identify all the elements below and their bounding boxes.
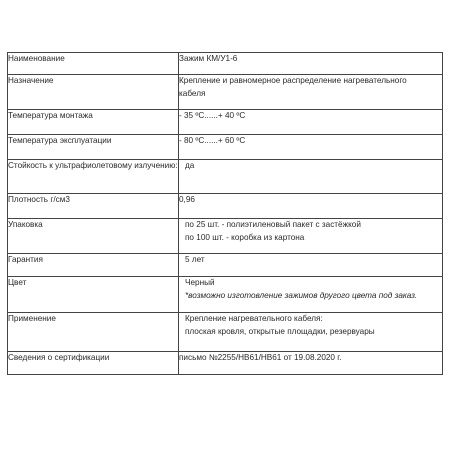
table-row xyxy=(8,313,443,352)
table-row xyxy=(8,75,443,110)
value-line: по 25 шт. - полиэтиленовый пакет с застёжкой xyxy=(185,220,361,229)
property-value xyxy=(179,75,443,110)
property-value xyxy=(179,254,443,277)
value-line: Крепление и равномерное распределение нагревательного xyxy=(179,76,407,85)
table-row xyxy=(8,194,443,219)
property-name: Плотность г/см3 xyxy=(8,194,179,219)
value-line: плоская кровля, открытые площадки, резервуары xyxy=(185,326,375,336)
table-row xyxy=(8,277,443,313)
value-line: Зажим КМ/У1-6 xyxy=(179,54,238,63)
property-value xyxy=(179,53,443,75)
property-name: Упаковка xyxy=(8,219,179,254)
value-note: *возможно изготовление зажимов другого цвета под заказ. xyxy=(185,290,418,300)
property-value xyxy=(179,277,443,313)
table-row xyxy=(8,352,443,375)
table-row xyxy=(8,160,443,194)
value-line: да xyxy=(185,161,195,170)
value-line: 0,96 xyxy=(179,195,195,204)
property-value xyxy=(179,313,443,352)
property-value xyxy=(179,160,443,194)
property-name: Назначение xyxy=(8,75,179,110)
value-line: Черный xyxy=(185,278,215,287)
table-row xyxy=(8,254,443,277)
table-row xyxy=(8,53,443,75)
value-line: Крепление нагревательного кабеля: xyxy=(185,314,323,323)
value-line: кабеля xyxy=(179,88,206,98)
property-value xyxy=(179,194,443,219)
table-row xyxy=(8,135,443,160)
property-name: Температура монтажа xyxy=(8,110,179,135)
value-line: - 80 ºС......+ 60 ºС xyxy=(179,136,246,145)
property-value xyxy=(179,352,443,375)
property-name: Гарантия xyxy=(8,254,179,277)
property-value xyxy=(179,110,443,135)
value-line: 5 лет xyxy=(185,255,205,264)
property-name: Сведения о сертификации xyxy=(8,352,179,375)
specification-table xyxy=(7,52,443,375)
table-row xyxy=(8,110,443,135)
property-name: Стойкость к ультрафиолетовому излучению: xyxy=(8,160,179,194)
table-row xyxy=(8,219,443,254)
value-line: по 100 шт. - коробка из картона xyxy=(185,232,305,242)
value-line: письмо №2255/НВ61/НВ61 от 19.08.2020 г. xyxy=(179,353,342,362)
property-name: Температура эксплуатации xyxy=(8,135,179,160)
property-value xyxy=(179,219,443,254)
property-value xyxy=(179,135,443,160)
property-name: Применение xyxy=(8,313,179,352)
value-line: - 35 ºС......+ 40 ºС xyxy=(179,111,246,120)
property-name: Цвет xyxy=(8,277,179,313)
property-name: Наименование xyxy=(8,53,179,75)
